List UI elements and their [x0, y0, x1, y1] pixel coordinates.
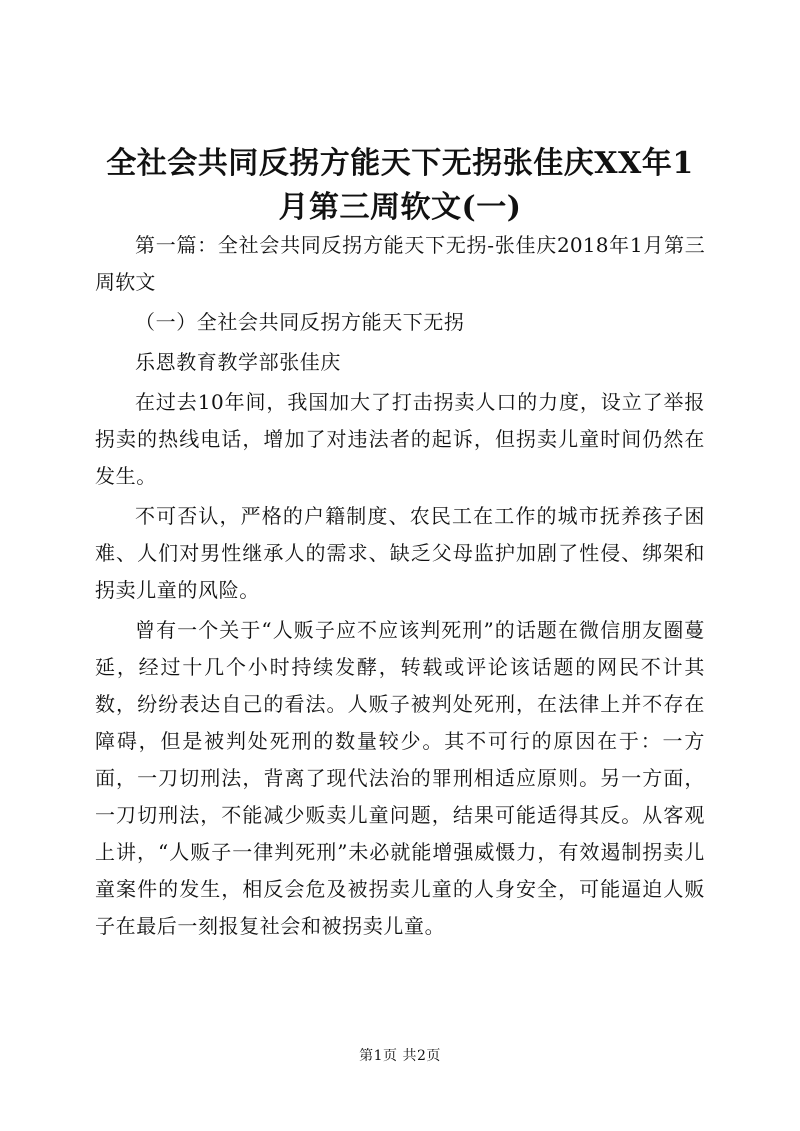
paragraph-subheading: （一）全社会共同反拐方能天下无拐 — [135, 310, 465, 334]
paragraph-body: 曾有一个关于“人贩子应不应该判死刑”的话题在微信朋友圈蔓延，经过十几个小时持续发酵，转载或评论该话题的网民不计其数，纷纷表达自己的看法。人贩子被判处死刑，在法律上并不存在障碍，但是被判处死刑的数量较少。其不可行的原因在于：一方面，一刀切刑法，背离了现代法治的罪刑相适应原则。另一方面，一刀切刑法，不能减少贩卖儿童问题，结果可能适得其反。从客观上讲，“人贩子一律判死刑”未必就能增强威慑力，有效遏制拐卖儿童案件的发生，相反会危及被拐卖儿童的人身安全，可能逼迫人贩子在最后一刻报复社会和被拐卖儿童。 — [95, 618, 705, 938]
paragraph-author: 乐恩教育教学部张佳庆 — [135, 350, 341, 374]
paragraph-body: 在过去10年间，我国加大了打击拐卖人口的力度，设立了举报拐卖的热线电话，增加了对违法者的起诉，但拐卖儿童时间仍然在发生。 — [95, 390, 705, 488]
paragraph-heading: 第一篇：全社会共同反拐方能天下无拐-张佳庆2018年1月第三周软文 — [95, 233, 705, 294]
page-number-footer: 第1页 共2页 — [359, 1048, 441, 1064]
paragraph-body: 不可否认，严格的户籍制度、农民工在工作的城市抚养孩子困难、人们对男性继承人的需求、缺乏父母监护加剧了性侵、绑架和拐卖儿童的风险。 — [95, 504, 705, 602]
document-body — [95, 227, 705, 948]
document-title: 全社会共同反拐方能天下无拐张佳庆XX年1月第三周软文(一) — [106, 146, 694, 225]
